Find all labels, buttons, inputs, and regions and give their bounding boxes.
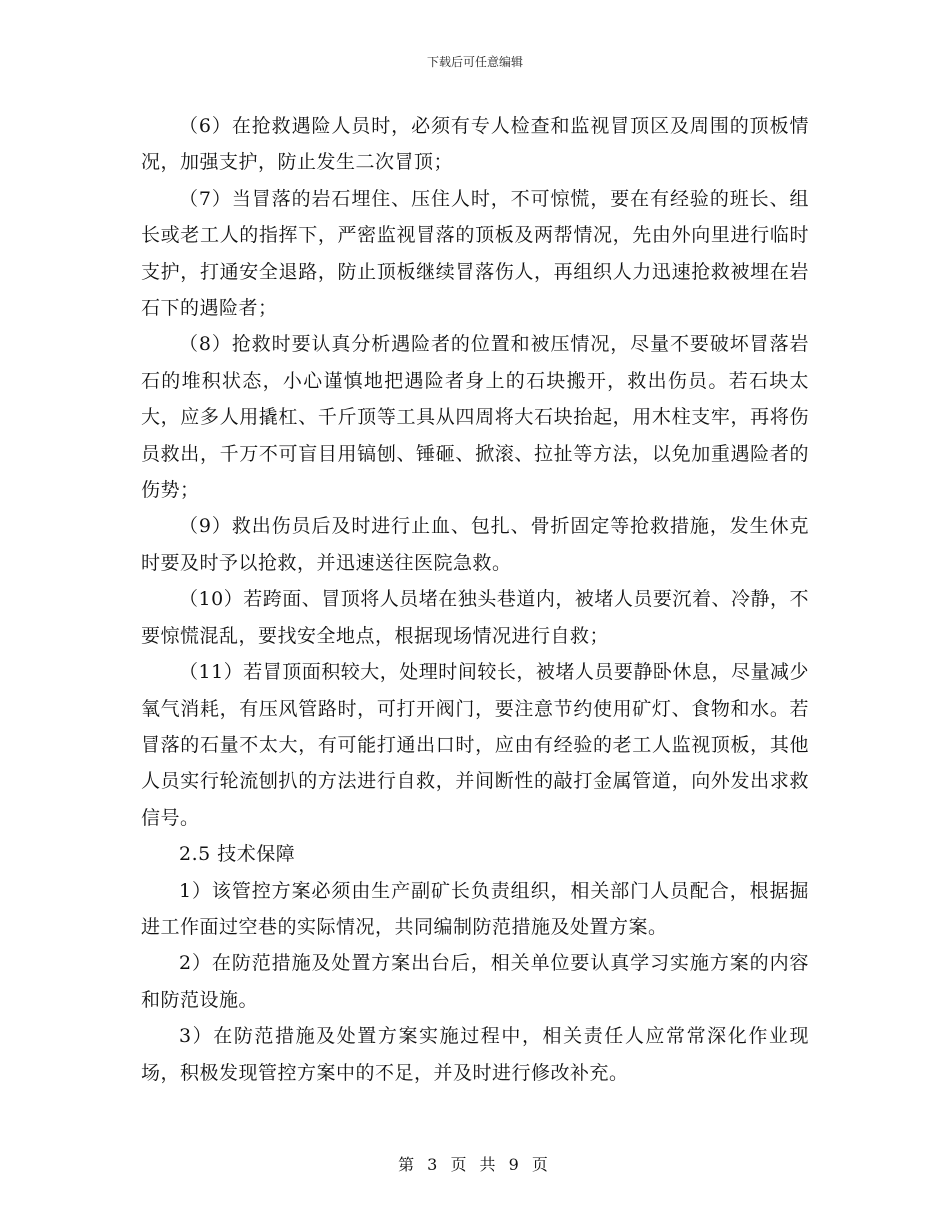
document-body	[141, 108, 809, 1091]
paragraph-item-10: （10）若跨面、冒顶将人员堵在独头巷道内，被堵人员要沉着、冷静，不要惊慌混乱，要找安全地点，根据现场情况进行自救；	[141, 588, 809, 647]
paragraph-tech-2: 2）在防范措施及处置方案出台后，相关单位要认真学习实施方案的内容和防范设施。	[141, 952, 809, 1011]
paragraph-tech-3: 3）在防范措施及处置方案实施过程中，相关责任人应常常深化作业现场，积极发现管控方案中的不足，并及时进行修改补充。	[141, 1025, 809, 1084]
paragraph-item-6: （6）在抢救遇险人员时，必须有专人检查和监视冒顶区及周围的顶板情况，加强支护，防止发生二次冒顶；	[141, 115, 809, 174]
paragraph-item-11: （11）若冒顶面积较大，处理时间较长，被堵人员要静卧休息，尽量减少氧气消耗，有压风管路时，可打开阀门，要注意节约使用矿灯、食物和水。若冒落的石量不太大，有可能打通出口时，应由有经验的老工人监视顶板，其他人员实行轮流刨扒的方法进行自救，并间断性的敲打金属管道，向外发出求救信号。	[141, 661, 809, 829]
paragraph-item-8: （8）抢救时要认真分析遇险者的位置和被压情况，尽量不要破坏冒落岩石的堆积状态，小心谨慎地把遇险者身上的石块搬开，救出伤员。若石块太大，应多人用撬杠、千斤顶等工具从四周将大石块抬起，用木柱支牢，再将伤员救出，千万不可盲目用镐刨、锤砸、掀滚、拉扯等方法，以免加重遇险者的伤势；	[141, 333, 809, 502]
paragraph-item-7: （7）当冒落的岩石埋住、压住人时，不可惊慌，要在有经验的班长、组长或老工人的指挥下，严密监视冒落的顶板及两帮情况，先由外向里进行临时支护，打通安全退路，防止顶板继续冒落伤人，再组织人力迅速抢救被埋在岩石下的遇险者；	[141, 187, 809, 320]
page-number: 第 3 页 共 9 页	[398, 1155, 552, 1174]
paragraph-tech-1: 1）该管控方案必须由生产副矿长负责组织，相关部门人员配合，根据掘进工作面过空巷的实际情况，共同编制防范措施及处置方案。	[141, 879, 809, 938]
paragraph-item-9: （9）救出伤员后及时进行止血、包扎、骨折固定等抢救措施，发生休克时要及时予以抢救，并迅速送往医院急救。	[141, 515, 809, 574]
header-note: 下载后可任意编辑	[426, 55, 523, 69]
section-heading-2-5: 2.5 技术保障	[179, 843, 296, 866]
